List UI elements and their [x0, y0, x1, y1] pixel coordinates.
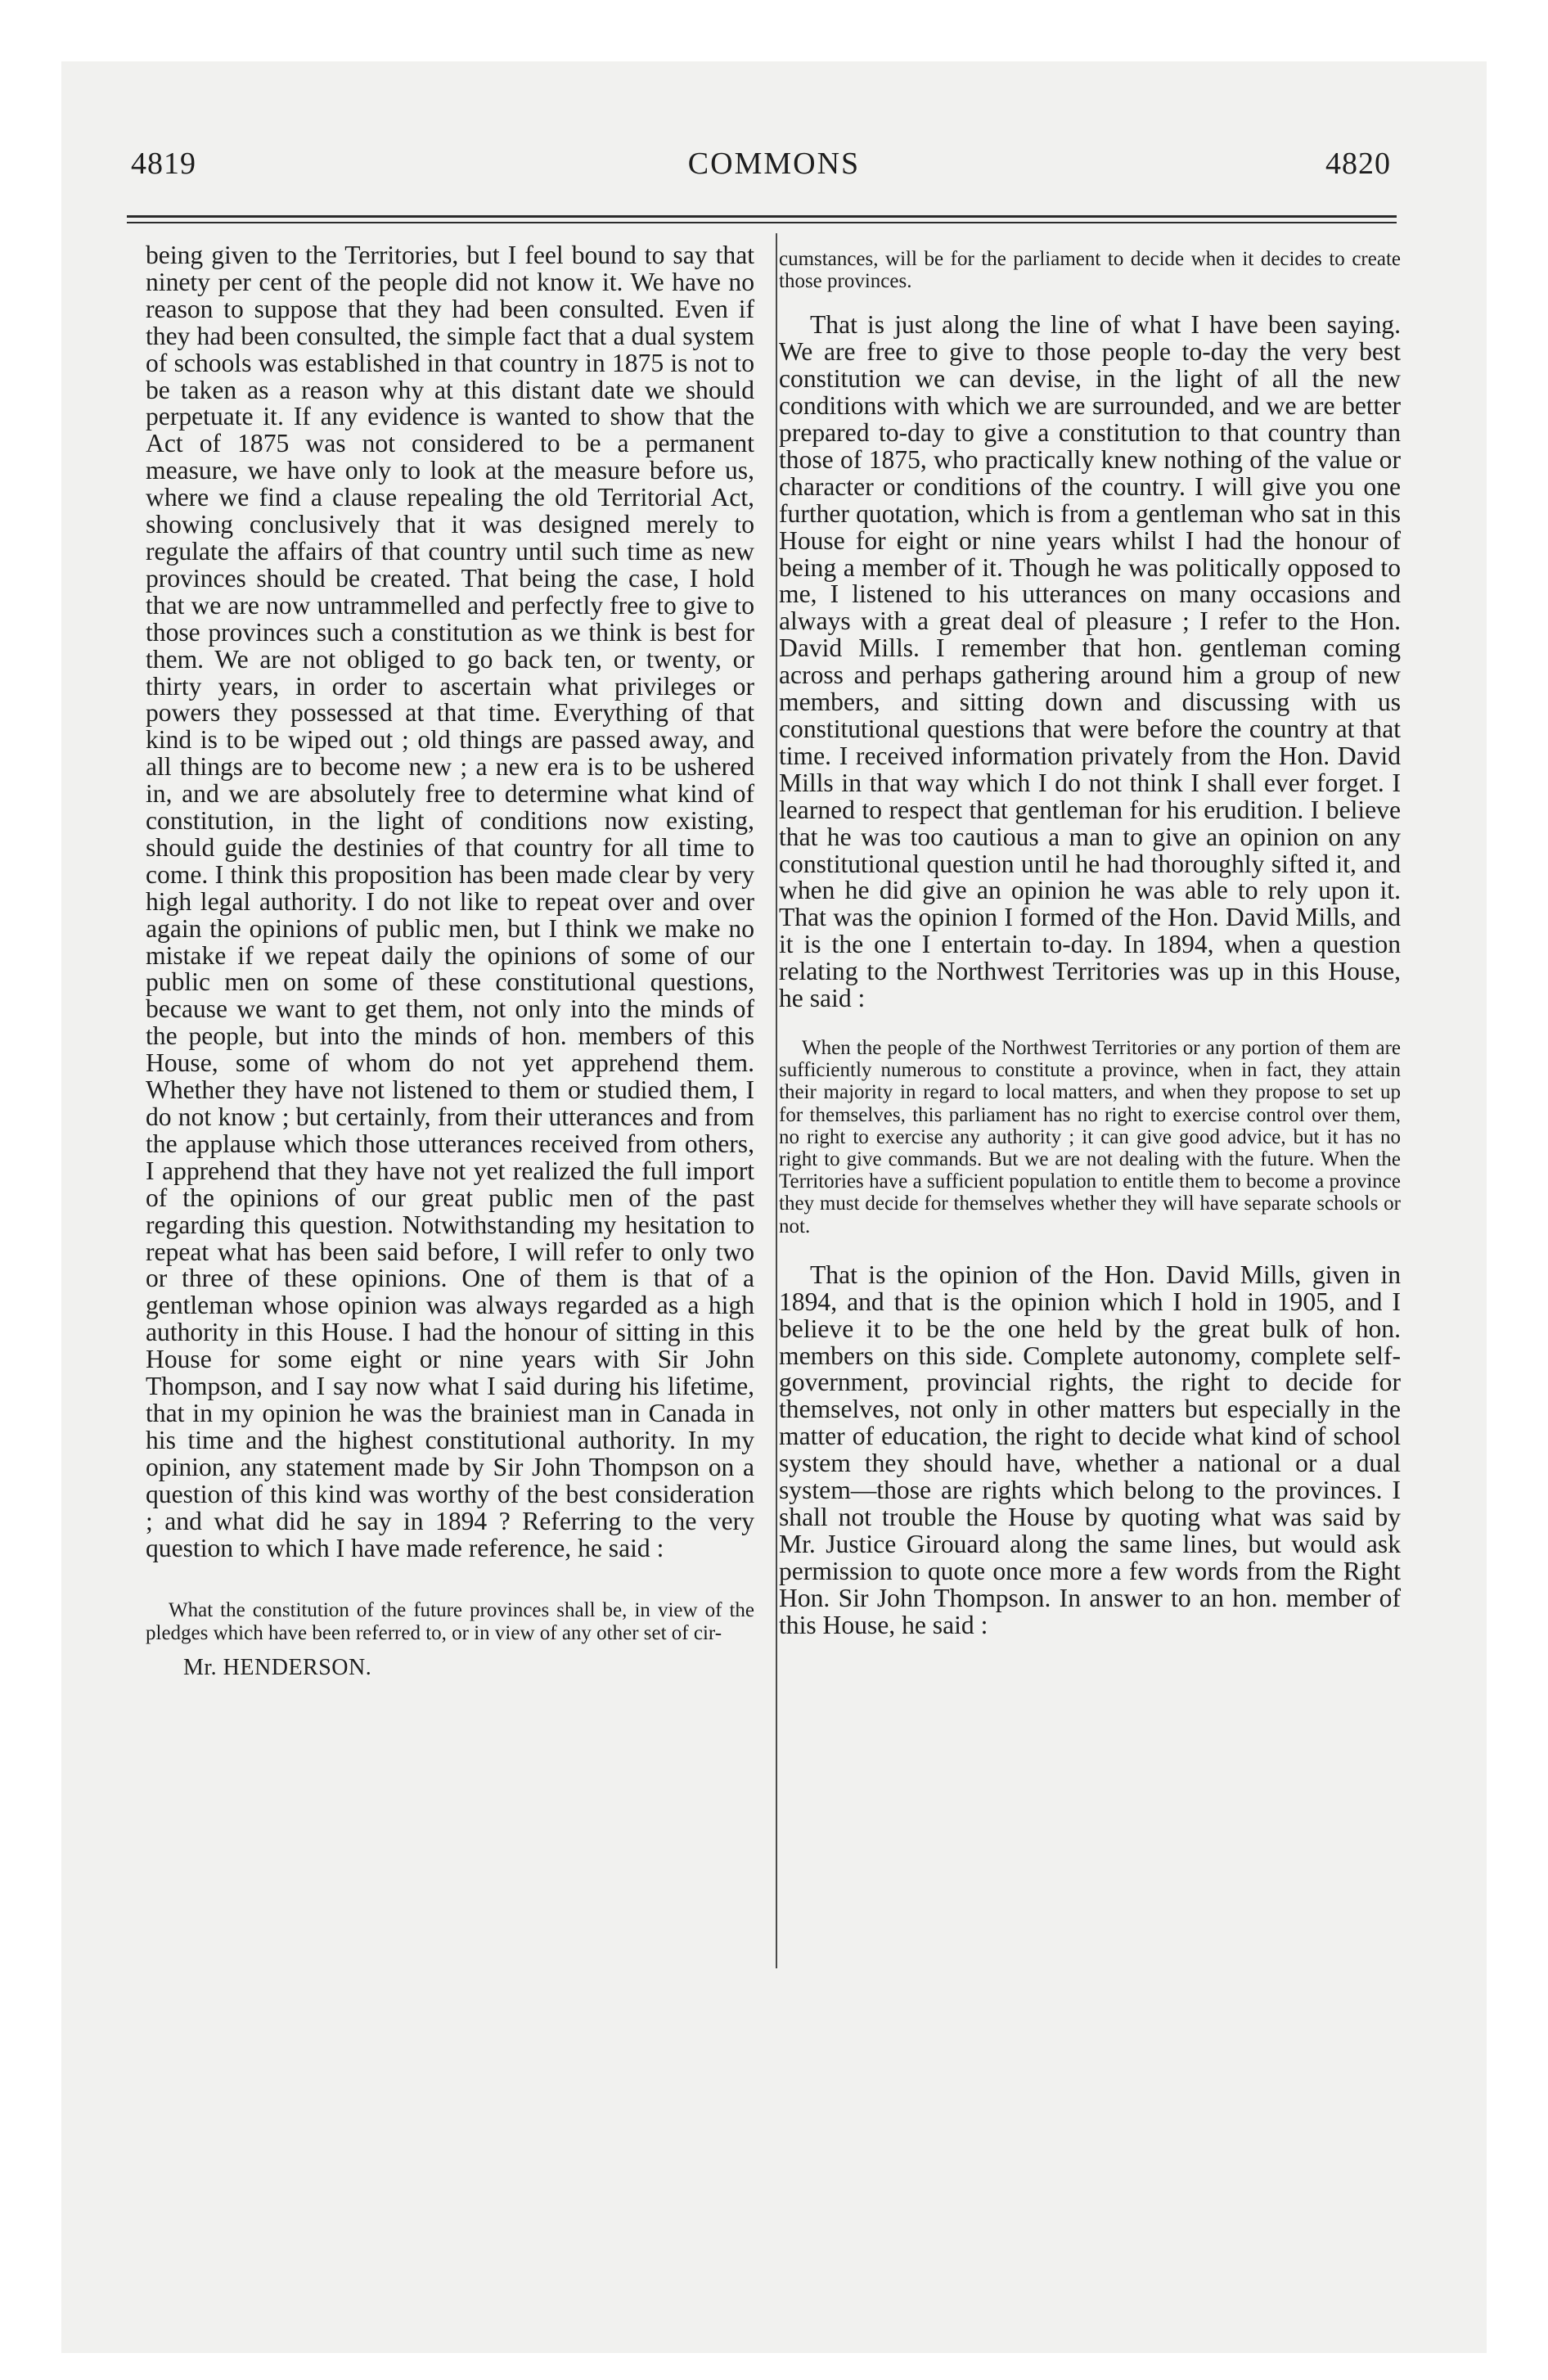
right-column	[779, 248, 1401, 1639]
speaker-signature: Mr. HENDERSON.	[183, 1654, 372, 1680]
right-quote-2: When the people of the Northwest Territories or any portion of them are sufficiently numerous to constitute a province, when in fact, they attain their majority in regard to local matters, and when they propose to set up for themselves, this parliament has no right to exercise control over them, no right to exercise any authority ; it can give good advice, but it has no right to give commands. But we are not dealing with the future. When the Territories have a sufficient population to entitle them to become a province they must decide for themselves whether they will have separate schools or not.	[779, 1036, 1401, 1237]
running-title: COMMONS	[687, 146, 861, 181]
left-quote-1: What the constitution of the future provinces shall be, in view of the pledges which have been referred to, or in view of any other set of cir-	[146, 1599, 754, 1644]
left-paragraph-1: being given to the Territories, but I feel bound to say that ninety per cent of the people did not know it. We have no reason to suppose that they had been consulted. Even if they had been consulted, the simple fact that a dual system of schools was established in that country in 1875 is not to be taken as a reason why at this distant date we should perpetuate it. If any evidence is wanted to show that the Act of 1875 was not considered to be a permanent measure, we have only to look at the measure before us, where we find a clause repealing the old Territorial Act, showing conclusively that it was designed merely to regulate the affairs of that country until such time as new provinces should be created. That being the case, I hold that we are now untrammelled and perfectly free to give to those provinces such a constitution as we think is best for them. We are not obliged to go back ten, or twenty, or thirty years, in order to ascertain what privileges or powers they possessed at that time. Everything of that kind is to be wiped out ; old things are passed away, and all things are to become new ; a new era is to be ushered in, and we are absolutely free to determine what kind of constitution, in the light of conditions now existing, should guide the destinies of that country for all time to come. I think this proposition has been made clear by very high legal authority. I do not like to repeat over and over again the opinions of public men, but I think we make no mistake if we repeat daily the opinions of some of our public men on some of these constitutional questions, because we want to get them, not only into the minds of the people, but into the minds of hon. members of this House, some of whom do not yet apprehend them. Whether they have not listened to them or studied them, I do not know ; but certainly, from their utterances and from the applause which those utterances received from others, I apprehend that they have not yet realized the full import of the opinions of our great public men of the past regarding this question. Notwithstanding my hesitation to repeat what has been said before, I will refer to only two or three of these opinions. One of them is that of a gentleman whose opinion was always regarded as a high authority in this House. I had the honour of sitting in this House for some eight or nine years with Sir John Thompson, and I say now what I said during his lifetime, that in my opinion he was the brainiest man in Canada in his time and the highest constitutional authority. In my opinion, any statement made by Sir John Thompson on a question of this kind was worthy of the best consideration ; and what did he say in 1894 ? Referring to the very question to which I have made reference, he said :	[146, 241, 754, 1562]
right-paragraph-3: That is the opinion of the Hon. David Mills, given in 1894, and that is the opinion which I hold in 1905, and I believe it to be the one held by the great bulk of hon. members on this side. Complete autonomy, complete self-government, provincial rights, the right to decide for themselves, not only in other matters but especially in the matter of education, the right to decide what kind of school system they should have, whether a national or a dual system—those are rights which belong to the provinces. I shall not trouble the House by quoting what was said by Mr. Justice Girouard along the same lines, but would ask permission to quote once more a few words from the Right Hon. Sir John Thompson. In answer to an hon. member of this House, he said :	[779, 1260, 1401, 1639]
right-quote-1-end: cumstances, will be for the parliament to decide when it decides to create those provinces.	[779, 248, 1401, 293]
column-divider	[776, 233, 777, 1968]
left-column	[146, 242, 754, 1680]
page-number-right: 4820	[1325, 146, 1391, 181]
page-number-left: 4819	[131, 146, 196, 181]
right-paragraph-2: That is just along the line of what I have been saying. We are free to give to those people to-day the very best constitution we can devise, in the light of all the new conditions with which we are surrounded, and we are better prepared to-day to give a constitution to that country than those of 1875, who practically knew nothing of the value or character or conditions of the country. I will give you one further quotation, which is from a gentleman who sat in this House for eight or nine years whilst I had the honour of being a member of it. Though he was politically opposed to me, I listened to his utterances on many occasions and always with a great deal of pleasure ; I refer to the Hon. David Mills. I remember that hon. gentleman coming across and perhaps gathering around him a group of new members, and sitting down and discussing with us constitutional questions that were before the country at that time. I received information privately from the Hon. David Mills in that way which I do not think I shall ever forget. I learned to respect that gentleman for his erudition. I believe that he was too cautious a man to give an opinion on any constitutional question until he had thoroughly sifted it, and when he did give an opinion he was able to rely upon it. That was the opinion I formed of the Hon. David Mills, and it is the one I entertain to-day. In 1894, when a question relating to the Northwest Territories was up in this House, he said :	[779, 310, 1401, 1013]
header-rule-bottom	[127, 222, 1397, 223]
header-rule-top	[127, 215, 1397, 218]
